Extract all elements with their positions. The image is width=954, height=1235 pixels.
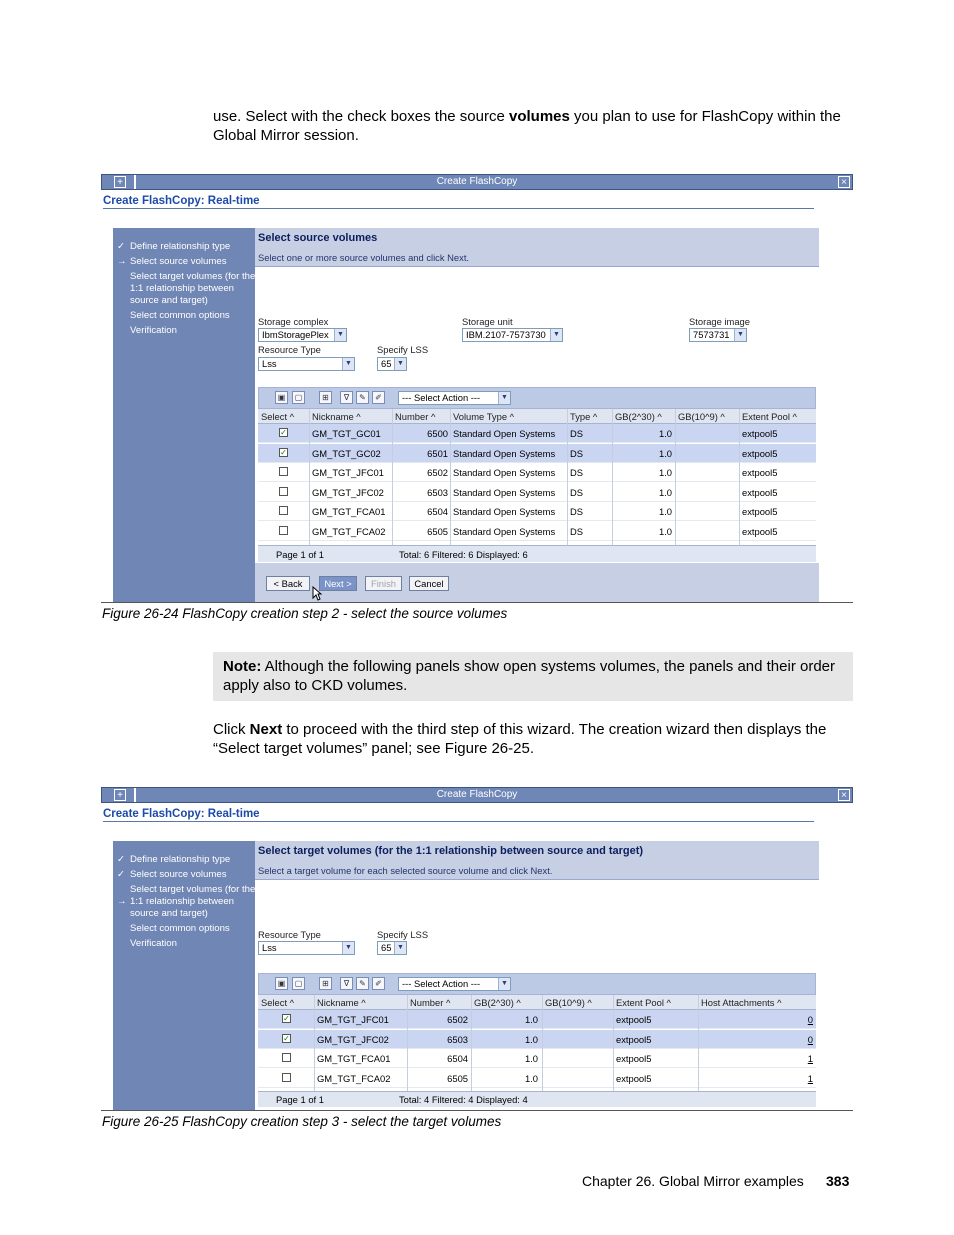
table-row[interactable] bbox=[258, 1069, 816, 1088]
row-checkbox[interactable] bbox=[282, 1053, 291, 1062]
mouse-cursor-icon bbox=[312, 586, 322, 601]
column-divider bbox=[392, 409, 393, 545]
select-value: Lss bbox=[262, 942, 277, 953]
next-step-paragraph bbox=[213, 720, 853, 758]
column-divider bbox=[567, 409, 568, 545]
show-filter-icon[interactable]: ⊞ bbox=[319, 391, 332, 404]
cell-volume-type: Standard Open Systems bbox=[453, 467, 556, 478]
chevron-down-icon: ▼ bbox=[394, 358, 406, 370]
target-volumes-table bbox=[258, 995, 816, 1107]
cell-number: 6503 bbox=[447, 1033, 468, 1045]
cell-extent-pool: extpool5 bbox=[742, 428, 778, 439]
chevron-down-icon: ▼ bbox=[734, 329, 746, 341]
chevron-down-icon: ▼ bbox=[394, 942, 406, 954]
cell-number: 6504 bbox=[427, 506, 448, 517]
row-checkbox[interactable] bbox=[279, 526, 288, 535]
column-divider bbox=[407, 995, 408, 1091]
cell-number: 6505 bbox=[427, 525, 448, 537]
show-filter-icon[interactable]: ⊞ bbox=[319, 977, 332, 990]
select-value: 7573731 bbox=[693, 329, 730, 340]
cell-number: 6504 bbox=[447, 1053, 468, 1064]
wizard-steps-panel bbox=[113, 841, 255, 1110]
note-text bbox=[223, 657, 843, 695]
step-label: Select target volumes (for the 1:1 relationship between source and target) bbox=[130, 884, 256, 919]
cell-gb230: 1.0 bbox=[658, 428, 672, 439]
window-title: Create FlashCopy bbox=[436, 789, 518, 800]
cell-extent-pool: extpool5 bbox=[616, 1014, 652, 1025]
cell-nickname: GM_TGT_GC01 bbox=[312, 428, 381, 439]
page-info: Page 1 of 1 bbox=[276, 549, 324, 560]
table-row[interactable] bbox=[258, 424, 816, 443]
expand-icon[interactable]: + bbox=[114, 789, 126, 801]
chevron-down-icon: ▼ bbox=[342, 942, 354, 954]
wizard-content-panel bbox=[255, 228, 819, 602]
step-label: Select target volumes (for the 1:1 relationship between source and target) bbox=[130, 271, 256, 306]
cell-type: DS bbox=[570, 428, 584, 439]
select-value: --- Select Action --- bbox=[402, 392, 481, 403]
row-checkbox[interactable]: ✓ bbox=[283, 1033, 290, 1043]
wizard-content-panel bbox=[255, 841, 819, 1108]
column-divider bbox=[612, 409, 613, 545]
table-row[interactable] bbox=[258, 1049, 816, 1068]
next-button[interactable]: Next > bbox=[319, 576, 357, 591]
chevron-down-icon: ▼ bbox=[342, 358, 354, 370]
chevron-down-icon: ▼ bbox=[498, 392, 510, 404]
row-checkbox[interactable]: ✓ bbox=[280, 428, 287, 437]
column-header-gb230[interactable]: GB(2^30) ^ bbox=[474, 997, 521, 1008]
table-footer bbox=[258, 545, 816, 562]
row-checkbox[interactable] bbox=[282, 1073, 291, 1082]
column-header-volume-type[interactable]: Volume Type ^ bbox=[453, 411, 515, 422]
wizard-button-bar bbox=[255, 563, 819, 602]
row-checkbox[interactable] bbox=[279, 506, 288, 515]
back-button[interactable]: < Back bbox=[266, 576, 310, 591]
step-label: Define relationship type bbox=[130, 854, 231, 865]
column-header-number[interactable]: Number ^ bbox=[410, 997, 451, 1008]
cell-extent-pool: extpool5 bbox=[616, 1053, 652, 1064]
table-header bbox=[258, 409, 816, 424]
intro-text-pre: use. Select with the check boxes the source bbox=[213, 108, 509, 125]
cell-extent-pool: extpool5 bbox=[742, 467, 778, 478]
table-header bbox=[258, 995, 816, 1010]
current-step-arrow-icon: → bbox=[117, 896, 127, 907]
cell-gb230: 1.0 bbox=[658, 467, 672, 478]
column-divider bbox=[739, 409, 740, 545]
cell-number: 6500 bbox=[427, 428, 448, 439]
cell-gb230: 1.0 bbox=[524, 1072, 538, 1084]
cell-nickname: GM_TGT_FCA01 bbox=[312, 506, 386, 517]
cell-extent-pool: extpool5 bbox=[742, 486, 778, 498]
cell-gb230: 1.0 bbox=[658, 506, 672, 517]
note-box bbox=[213, 652, 853, 701]
table-footer bbox=[258, 1091, 816, 1107]
specify-lss-select[interactable] bbox=[377, 357, 407, 371]
table-totals: Total: 4 Filtered: 4 Displayed: 4 bbox=[399, 1094, 528, 1105]
host-attachments-link[interactable]: 0 bbox=[807, 1014, 813, 1025]
deselect-all-icon[interactable]: ▢ bbox=[292, 977, 305, 990]
host-attachments-link[interactable]: 1 bbox=[807, 1053, 813, 1064]
specify-lss-label: Specify LSS bbox=[377, 929, 429, 940]
row-checkbox[interactable] bbox=[279, 487, 288, 496]
column-divider bbox=[542, 995, 543, 1091]
select-all-icon[interactable]: ▣ bbox=[275, 391, 288, 404]
storage-complex-label: Storage complex bbox=[258, 316, 329, 327]
figure-caption-1: Figure 26-24 FlashCopy creation step 2 - select the source volumes bbox=[102, 606, 508, 621]
step-label: Verification bbox=[130, 325, 177, 336]
window-title: Create FlashCopy bbox=[436, 176, 518, 187]
wizard-subheading: Select a target volume for each selected source volume and click Next. bbox=[258, 865, 553, 876]
cell-volume-type: Standard Open Systems bbox=[453, 486, 556, 498]
storage-image-label: Storage image bbox=[689, 316, 750, 327]
table-row[interactable] bbox=[258, 463, 816, 482]
cell-type: DS bbox=[570, 486, 584, 498]
cell-extent-pool: extpool5 bbox=[742, 447, 778, 459]
para2-text-bold: Next bbox=[249, 721, 283, 738]
page-info: Page 1 of 1 bbox=[276, 1094, 324, 1105]
checkmark-icon: ✓ bbox=[117, 241, 126, 252]
checkmark-icon: ✓ bbox=[117, 869, 126, 880]
cell-nickname: GM_TGT_GC02 bbox=[312, 447, 381, 459]
window-titlebar bbox=[101, 787, 853, 803]
cell-gb230: 1.0 bbox=[658, 486, 672, 498]
column-header-gb230[interactable]: GB(2^30) ^ bbox=[615, 411, 662, 422]
column-divider bbox=[675, 409, 676, 545]
cell-nickname: GM_TGT_JFC01 bbox=[317, 1014, 389, 1025]
title-divider bbox=[103, 208, 814, 209]
select-value: IBM.2107-7573730 bbox=[466, 329, 546, 340]
column-header-extent-pool[interactable]: Extent Pool ^ bbox=[742, 411, 797, 422]
filter-icon[interactable]: ∇ bbox=[340, 391, 353, 404]
column-header-select[interactable]: Select ^ bbox=[261, 411, 295, 422]
step-label: Select source volumes bbox=[130, 256, 227, 267]
cell-type: DS bbox=[570, 447, 584, 459]
cell-nickname: GM_TGT_FCA02 bbox=[312, 525, 386, 537]
column-header-select[interactable]: Select ^ bbox=[261, 997, 295, 1008]
figure-caption-2: Figure 26-25 FlashCopy creation step 3 - select the target volumes bbox=[102, 1114, 502, 1129]
wizard-subheading: Select one or more source volumes and click Next. bbox=[258, 252, 470, 263]
cell-extent-pool: extpool5 bbox=[616, 1072, 652, 1084]
deselect-all-icon[interactable]: ▢ bbox=[292, 391, 305, 404]
table-row[interactable] bbox=[258, 1030, 816, 1049]
cell-gb230: 1.0 bbox=[524, 1053, 538, 1064]
table-row[interactable] bbox=[258, 502, 816, 521]
checkmark-icon: ✓ bbox=[117, 854, 126, 865]
cell-extent-pool: extpool5 bbox=[742, 525, 778, 537]
cell-nickname: GM_TGT_FCA02 bbox=[317, 1072, 391, 1084]
select-action-dropdown[interactable] bbox=[398, 977, 511, 991]
select-value: 65 bbox=[381, 942, 392, 953]
step-label: Define relationship type bbox=[130, 241, 231, 252]
select-value: 65 bbox=[381, 358, 392, 369]
cell-gb230: 1.0 bbox=[658, 447, 672, 459]
cell-number: 6503 bbox=[427, 486, 448, 498]
page-title: Create FlashCopy: Real-time bbox=[103, 195, 260, 207]
cell-volume-type: Standard Open Systems bbox=[453, 506, 556, 517]
chevron-down-icon: ▼ bbox=[550, 329, 562, 341]
table-row[interactable] bbox=[258, 483, 816, 502]
step-label: Select common options bbox=[130, 923, 230, 934]
host-attachments-link[interactable]: 0 bbox=[807, 1033, 813, 1045]
column-divider bbox=[314, 995, 315, 1091]
column-divider bbox=[309, 409, 310, 545]
storage-image-select[interactable] bbox=[689, 328, 747, 342]
cell-gb230: 1.0 bbox=[524, 1033, 538, 1045]
step-label: Verification bbox=[130, 938, 177, 949]
cell-type: DS bbox=[570, 467, 584, 478]
intro-paragraph bbox=[213, 107, 853, 145]
select-value: IbmStoragePlex bbox=[262, 329, 329, 340]
resource-type-label: Resource Type bbox=[258, 929, 321, 940]
column-header-number[interactable]: Number ^ bbox=[395, 411, 436, 422]
page-title: Create FlashCopy: Real-time bbox=[103, 808, 260, 820]
wizard-heading: Select target volumes (for the 1:1 relationship between source and target) bbox=[258, 845, 644, 857]
select-all-icon[interactable]: ▣ bbox=[275, 977, 288, 990]
clear-sort-icon[interactable]: ✐ bbox=[372, 391, 385, 404]
column-header-type[interactable]: Type ^ bbox=[570, 411, 598, 422]
cell-volume-type: Standard Open Systems bbox=[453, 447, 556, 459]
column-header-nickname[interactable]: Nickname ^ bbox=[312, 411, 361, 422]
cell-type: DS bbox=[570, 525, 584, 537]
cell-gb230: 1.0 bbox=[524, 1014, 538, 1025]
cell-nickname: GM_TGT_JFC02 bbox=[317, 1033, 389, 1045]
note-body: Although the following panels show open systems volumes, the panels and their order apply also to CKD volumes. bbox=[223, 658, 836, 694]
table-toolbar bbox=[258, 973, 816, 995]
edit-sort-icon[interactable]: ✎ bbox=[356, 977, 369, 990]
cell-volume-type: Standard Open Systems bbox=[453, 525, 556, 537]
resource-type-select[interactable] bbox=[258, 357, 355, 371]
source-volumes-table bbox=[258, 409, 816, 562]
storage-unit-select[interactable] bbox=[462, 328, 563, 342]
flashcopy-step3-screenshot bbox=[101, 787, 853, 1111]
step-label: Select common options bbox=[130, 310, 230, 321]
current-step-arrow-icon: → bbox=[117, 256, 127, 267]
column-divider bbox=[698, 995, 699, 1091]
page-number: 383 bbox=[826, 1173, 850, 1189]
resource-type-select[interactable] bbox=[258, 941, 355, 955]
specify-lss-label: Specify LSS bbox=[377, 344, 429, 355]
select-value: Lss bbox=[262, 358, 277, 369]
note-label: Note: bbox=[223, 658, 262, 675]
row-checkbox[interactable] bbox=[279, 467, 288, 476]
flashcopy-step2-screenshot bbox=[101, 174, 853, 603]
chevron-down-icon: ▼ bbox=[334, 329, 346, 341]
cell-nickname: GM_TGT_JFC02 bbox=[312, 486, 384, 498]
cell-gb230: 1.0 bbox=[658, 525, 672, 537]
table-toolbar bbox=[258, 387, 816, 409]
table-row[interactable] bbox=[258, 522, 816, 541]
cell-number: 6505 bbox=[447, 1072, 468, 1084]
para2-text-post: to proceed with the third step of this wizard. The creation wizard then displays the “Select target volumes” panel; see Figure 26-25. bbox=[213, 721, 827, 757]
cell-nickname: GM_TGT_FCA01 bbox=[317, 1053, 391, 1064]
cancel-button[interactable]: Cancel bbox=[409, 576, 449, 591]
cell-volume-type: Standard Open Systems bbox=[453, 428, 556, 439]
column-divider bbox=[613, 995, 614, 1091]
table-row[interactable] bbox=[258, 444, 816, 463]
para2-text-pre: Click bbox=[213, 721, 250, 738]
step-label: Select source volumes bbox=[130, 869, 227, 880]
column-header-gb109[interactable]: GB(10^9) ^ bbox=[545, 997, 592, 1008]
wizard-steps-panel bbox=[113, 228, 255, 602]
cell-number: 6502 bbox=[447, 1014, 468, 1025]
column-header-host-attachments[interactable]: Host Attachments ^ bbox=[701, 997, 782, 1008]
window-titlebar bbox=[101, 174, 853, 190]
cell-nickname: GM_TGT_JFC01 bbox=[312, 467, 384, 478]
chevron-down-icon: ▼ bbox=[498, 978, 510, 990]
column-divider bbox=[471, 995, 472, 1091]
wizard-heading: Select source volumes bbox=[258, 232, 378, 244]
finish-button[interactable]: Finish bbox=[365, 576, 402, 591]
table-row[interactable] bbox=[258, 1010, 816, 1029]
cell-number: 6501 bbox=[427, 447, 448, 459]
host-attachments-link[interactable]: 1 bbox=[807, 1072, 813, 1084]
column-divider bbox=[450, 409, 451, 545]
storage-complex-select[interactable] bbox=[258, 328, 347, 342]
intro-text-bold: volumes bbox=[509, 108, 570, 125]
resource-type-label: Resource Type bbox=[258, 344, 321, 355]
select-value: --- Select Action --- bbox=[402, 978, 481, 989]
column-header-gb109[interactable]: GB(10^9) ^ bbox=[678, 411, 725, 422]
filter-icon[interactable]: ∇ bbox=[340, 977, 353, 990]
cell-type: DS bbox=[570, 506, 584, 517]
wizard-header bbox=[255, 841, 819, 880]
close-icon[interactable]: × bbox=[838, 789, 850, 801]
clear-sort-icon[interactable]: ✐ bbox=[372, 977, 385, 990]
column-header-extent-pool[interactable]: Extent Pool ^ bbox=[616, 997, 671, 1008]
select-action-dropdown[interactable] bbox=[398, 391, 511, 405]
edit-sort-icon[interactable]: ✎ bbox=[356, 391, 369, 404]
cell-number: 6502 bbox=[427, 467, 448, 478]
table-totals: Total: 6 Filtered: 6 Displayed: 6 bbox=[399, 549, 528, 560]
title-divider bbox=[103, 821, 814, 822]
close-icon[interactable]: × bbox=[838, 176, 850, 188]
row-checkbox[interactable]: ✓ bbox=[280, 447, 287, 457]
row-checkbox[interactable]: ✓ bbox=[283, 1014, 290, 1023]
expand-icon[interactable]: + bbox=[114, 176, 126, 188]
specify-lss-select[interactable] bbox=[377, 941, 407, 955]
wizard-header bbox=[255, 228, 819, 267]
cell-extent-pool: extpool5 bbox=[616, 1033, 652, 1045]
column-header-nickname[interactable]: Nickname ^ bbox=[317, 997, 366, 1008]
chapter-footer: Chapter 26. Global Mirror examples bbox=[582, 1173, 804, 1189]
intro-text-post: you plan to use for FlashCopy within the Global Mirror session. bbox=[213, 108, 841, 144]
cell-extent-pool: extpool5 bbox=[742, 506, 778, 517]
storage-unit-label: Storage unit bbox=[462, 316, 513, 327]
